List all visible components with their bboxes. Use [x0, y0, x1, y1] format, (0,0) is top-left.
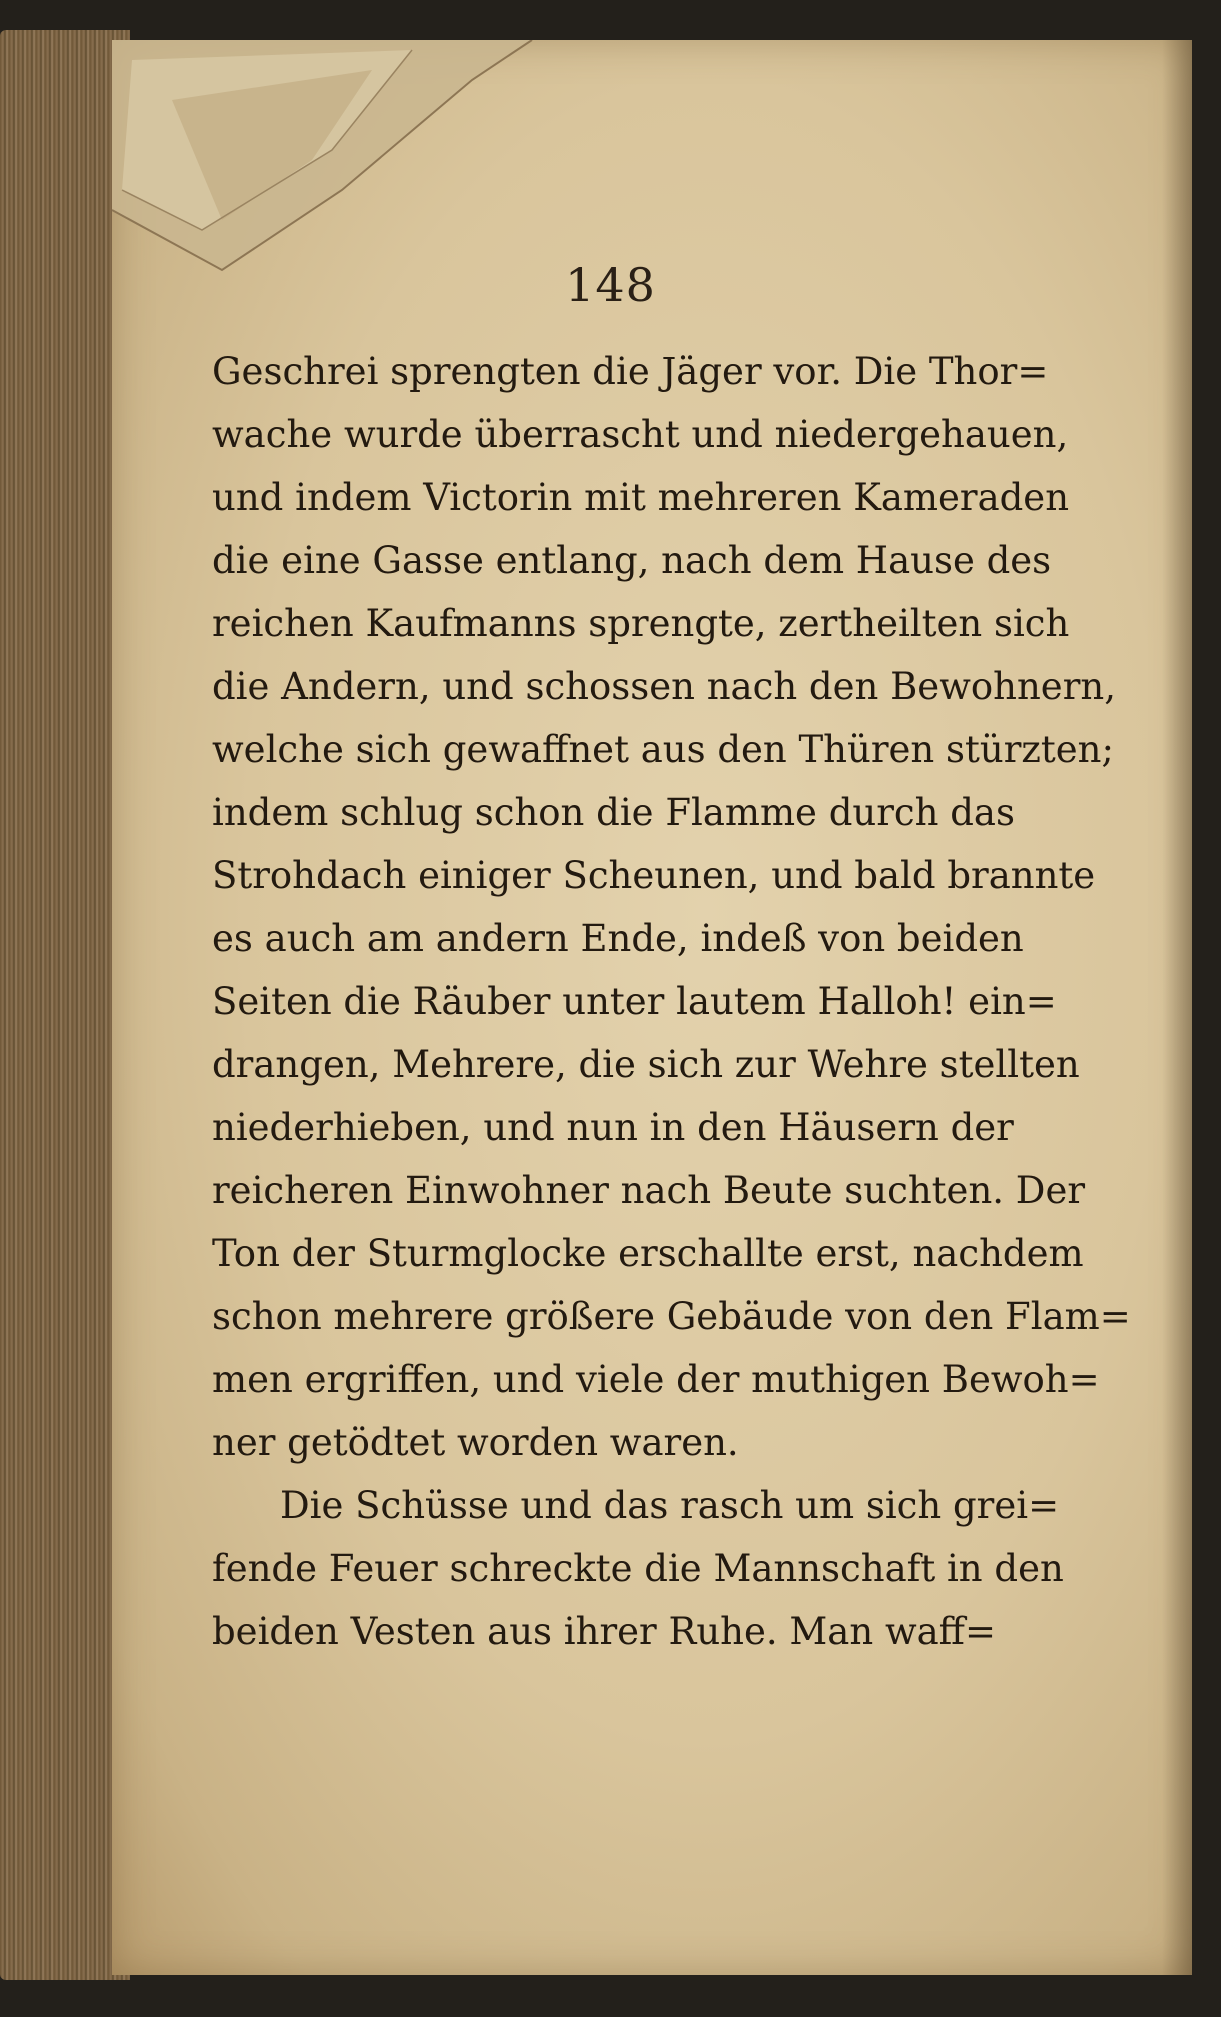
body-text [212, 340, 1132, 1663]
text-line: men ergriffen, und viele der muthigen Bewoh= [212, 1358, 1100, 1401]
text-line: Strohdach einiger Scheunen, und bald brannte [212, 854, 1096, 897]
text-line: die eine Gasse entlang, nach dem Hause des [212, 539, 1052, 582]
text-line: welche sich gewaffnet aus den Thüren stürzten; [212, 728, 1114, 771]
text-line: wache wurde überrascht und niedergehauen, [212, 413, 1069, 456]
text-line: ner getödtet worden waren. [212, 1421, 739, 1464]
text-line: drangen, Mehrere, die sich zur Wehre stellten [212, 1043, 1080, 1086]
page-gutter-shadow [1162, 40, 1192, 1975]
paragraph-start-line: Die Schüsse und das rasch um sich grei= [280, 1484, 1060, 1527]
text-line: und indem Victorin mit mehreren Kameraden [212, 476, 1070, 519]
text-line: Geschrei sprengten die Jäger vor. Die Thor= [212, 350, 1049, 393]
text-line: die Andern, und schossen nach den Bewohnern, [212, 665, 1116, 708]
page-number: 148 [565, 258, 656, 312]
text-line: indem schlug schon die Flamme durch das [212, 791, 1015, 834]
text-line: Ton der Sturmglocke erschallte erst, nachdem [212, 1232, 1084, 1275]
text-line: reichen Kaufmanns sprengte, zertheilten sich [212, 602, 1070, 645]
text-line: reicheren Einwohner nach Beute suchten. Der [212, 1169, 1086, 1212]
text-line: schon mehrere größere Gebäude von den Flam= [212, 1295, 1131, 1338]
book-page-edges [0, 30, 130, 1980]
text-line: es auch am andern Ende, indeß von beiden [212, 917, 1024, 960]
text-line: fende Feuer schreckte die Mannschaft in den [212, 1547, 1064, 1590]
text-line: niederhieben, und nun in den Häusern der [212, 1106, 1014, 1149]
text-line: beiden Vesten aus ihrer Ruhe. Man waff= [212, 1610, 996, 1653]
text-line: Seiten die Räuber unter lautem Halloh! ein= [212, 980, 1057, 1023]
